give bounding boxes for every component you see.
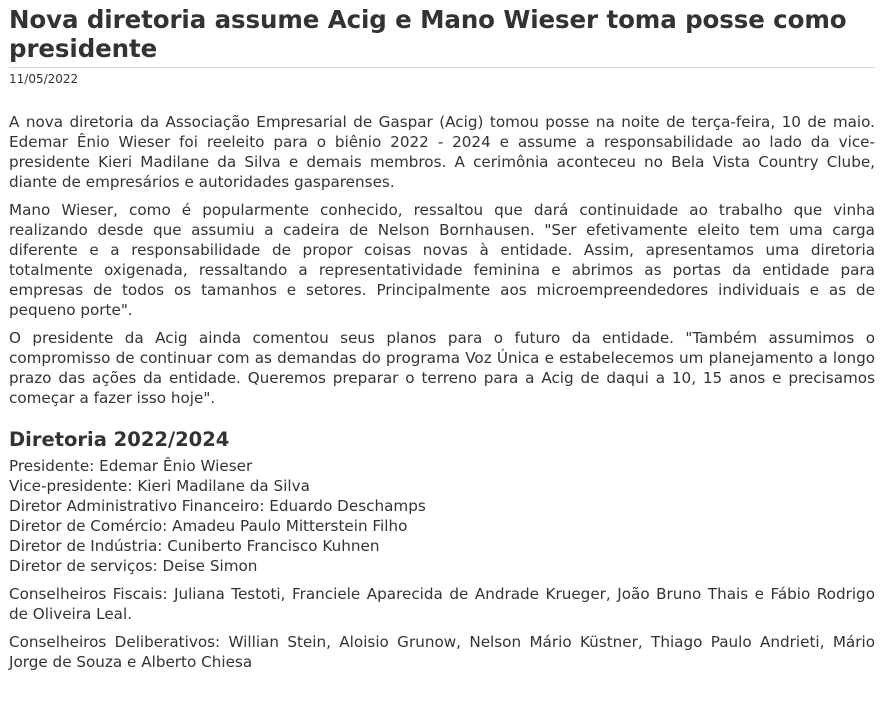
board-member: Vice-presidente: Kieri Madilane da Silva [9,477,310,495]
publish-date: 11/05/2022 [9,72,79,86]
section-title: Diretoria 2022/2024 [9,428,230,451]
deliberative-council: Conselheiros Deliberativos: Willian Stein, Aloisio Grunow, Nelson Mário Küstner, Thiago Paulo Andrieti, Mário Jorge de Souza e Alberto Chiesa [9,633,875,671]
article-title: Nova diretoria assume Acig e Mano Wieser toma posse como presidente [9,5,847,63]
article-paragraph: Mano Wieser, como é popularmente conhecido, ressaltou que dará continuidade ao trabalho que vinha realizando desde que assumiu a cadeira de Nelson Bornhausen. "Ser efetivamente eleito tem uma carga diferente e a responsabilidade de propor coisas novas à entidade. Assim, apresentamos uma diretoria totalmente oxigenada, ressaltando a representatividade feminina e abrimos as portas da entidade para empresas de todos os tamanhos e setores. Principalmente aos microempreendedores individuais e as de pequeno porte". [9,201,875,319]
board-list [9,456,875,576]
board-member: Diretor de Indústria: Cuniberto Francisco Kuhnen [9,537,380,555]
board-member: Diretor de Comércio: Amadeu Paulo Mitterstein Filho [9,517,408,535]
article-paragraph: A nova diretoria da Associação Empresarial de Gaspar (Acig) tomou posse na noite de terça-feira, 10 de maio. Edemar Ênio Wieser foi reeleito para o biênio 2022 - 2024 e assume a responsabilidade ao lado da vice-presidente Kieri Madilane da Silva e demais membros. A cerimônia aconteceu no Bela Vista Country Clube, diante de empresários e autoridades gasparenses. [9,113,875,191]
board-member: Diretor Administrativo Financeiro: Eduardo Deschamps [9,497,426,515]
board-member: Diretor de serviços: Deise Simon [9,557,258,575]
title-divider [9,67,875,68]
board-member: Presidente: Edemar Ênio Wieser [9,457,253,475]
fiscal-council: Conselheiros Fiscais: Juliana Testoti, Franciele Aparecida de Andrade Krueger, João Bruno Thais e Fábio Rodrigo de Oliveira Leal. [9,585,875,623]
article-paragraph: O presidente da Acig ainda comentou seus planos para o futuro da entidade. "Também assumimos o compromisso de continuar com as demandas do programa Voz Única e estabelecemos um planejamento a longo prazo das ações da entidade. Queremos preparar o terreno para a Acig de daqui a 10, 15 anos e precisamos começar a fazer isso hoje". [9,329,875,407]
